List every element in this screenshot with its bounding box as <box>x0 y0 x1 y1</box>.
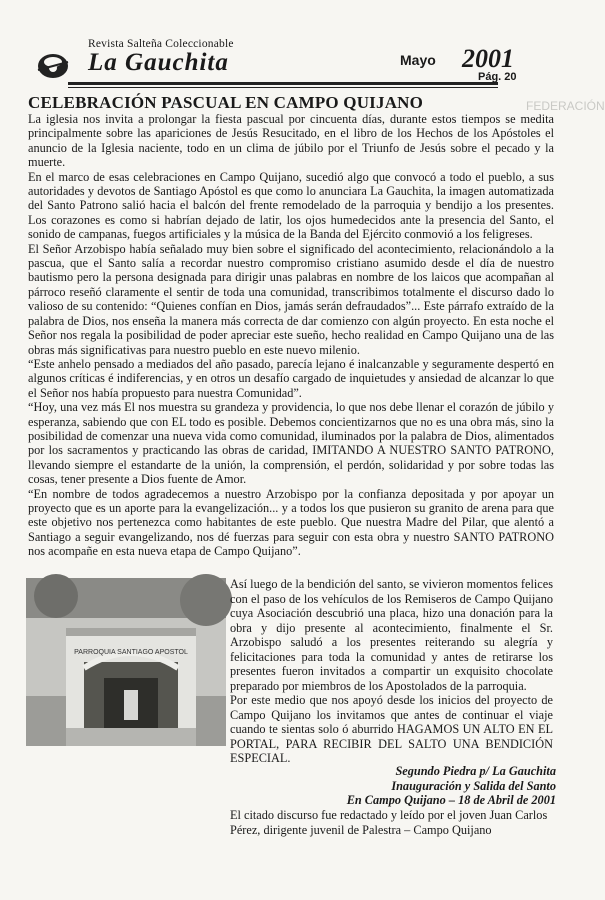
paragraph: La iglesia nos invita a prolongar la fiesta pascual por cincuenta días, durante estos tiempos se medita principalmente sobre las apariciones de Jesús Resucitado, en el libro de los Hechos de los Apóstoles el anuncio de la Iglesia naciente, todo en un clima de júbilo por el Triunfo de Jesús sobre el pecado y la muerte. <box>28 112 554 170</box>
issue-year: 2001 <box>462 44 514 73</box>
masthead-rule <box>68 82 498 85</box>
masthead <box>28 38 573 94</box>
article-footnote: El citado discurso fue redactado y leído por el joven Juan Carlos Pérez, dirigente juvenil de Palestra – Campo Quijano <box>230 808 548 837</box>
paragraph: “En nombre de todos agradecemos a nuestro Arzobispo por la confianza depositada y por apoyar un proyecto que es un aporte para la evangelización... y a todos los que pusieron su granito de arena para que este objetivo nos pertenezca como habitantes de este pueblo. Que nuestra Madre del Pilar, que alentó a Santiago a seguir evangelizando, nos dé fuerzas para seguir con esta obra y nuestro SANTO PATRONO nos acompañe en esta nueva etapa de Campo Quijano”. <box>28 486 554 559</box>
article-signature <box>230 764 556 808</box>
paragraph: Así luego de la bendición del santo, se vivieron momentos felices con el paso de los vehículos de los Remiseros de Campo Quijano cuya Asociación descubrió una placa, hizo una donación para la obra y dijo presente al acontecimiento, finalmente el Sr. Arzobispo saludó a los presentes reiterando su alegría y felicitaciones para toda la comunidad y antes de retirarse los presentes fueron invitados a compartir un exquisito chocolate preparado por miembros de los Apostolados de la parroquia. <box>230 577 553 693</box>
article-side-column <box>230 577 553 766</box>
bleed-through-text: FEDERACIÓN <box>526 99 605 113</box>
magazine-name: La Gauchita <box>88 49 229 76</box>
paragraph: Por este medio que nos apoyó desde los inicios del proyecto de Campo Quijano los invitamos que antes de continuar el viaje cuando te sientas solo ó aburrido HAGAMOS UN ALTO EN EL PORTAL, PARA RECIBIR DEL SALTO UNA BENDICIÓN ESPECIAL. <box>230 693 553 765</box>
church-facade-image <box>26 578 226 746</box>
signature-event: Inauguración y Salida del Santo <box>391 778 556 793</box>
paragraph: “Hoy, una vez más El nos muestra su grandeza y providencia, lo que nos debe llenar el corazón de júbilo y esperanza, sabiendo que con EL todo es posible. Debemos concientizarnos que no es una obra más, sino la posibilidad de comenzar una nueva vida como comunidad, iluminados por la palabra de Dios, alimentados por los sacramentos y practicando las obras de caridad, IMITANDO A NUESTRO SANTO PATRONO, llevando siempre el estandarte de la unión, la comprensión, el perdón, solidaridad y por sobre todas las cosas, tener presente a Dios fuente de Amor. <box>28 400 554 487</box>
article-body <box>28 112 554 559</box>
signature-author: Segundo Piedra p/ La Gauchita <box>395 764 556 778</box>
magazine-subtitle: Revista Salteña Coleccionable <box>88 38 234 50</box>
article-title: CELEBRACIÓN PASCUAL EN CAMPO QUIJANO <box>28 93 424 112</box>
gaucho-emblem-icon <box>36 48 70 82</box>
church-photo <box>26 578 226 746</box>
paragraph: El Señor Arzobispo había señalado muy bien sobre el significado del acontecimiento, relacionándolo a la pascua, que el Santo salía a recordar nuestro compromiso cristiano asumido desde el día de nuestro bautismo pero la persona designada para dirigir unas palabras en nombre de los laicos que acompañan al párroco reseñó claramente el sentir de toda una comunidad, transcribimos totalmente el discurso dado lo valioso de su contenido: “Quienes confían en Dios, jamás serán defraudados”... Este párrafo extraído de la palabra de Dios, nos enseña la manera más correcta de dar comienzo con algún proyecto. En esta noche el Señor nos regala la posibilidad de poder apreciar este sueño, hecho realidad en Campo Quijano una de las obras más significativas para nuestro pueblo en este nuevo milenio. <box>28 241 554 357</box>
signature-date: En Campo Quijano – 18 de Abril de 2001 <box>346 793 556 807</box>
issue-month: Mayo <box>400 52 436 68</box>
page-number: Pág. 20 <box>478 71 517 83</box>
paragraph: En el marco de esas celebraciones en Campo Quijano, sucedió algo que convocó a todo el pueblo, a sus autoridades y devotos de Santiago Apóstol es que como lo anunciara La Gauchita, la imagen automatizada del Santo Patrono salió hacia el balcón del frente remodelado de la parroquia y bendijo a los presentes. Los corazones es como si habrían dejado de latir, los ojos humedecidos ante la presencia del Santo, el sonido de campanas, fuegos artificiales y la música de la Banda del Ejército conmovió a los feligreses. <box>28 169 554 242</box>
photo-sign-text: PARROQUIA SANTIAGO APOSTOL <box>74 649 188 656</box>
masthead-rule-thin <box>68 87 498 88</box>
paragraph: “Este anhelo pensado a mediados del año pasado, parecía lejano é inalcanzable y seguramente despertó en algunos críticas é indiferencias, y en otros un desafío cargado de inquietudes y ansiedad de alcanzar lo que el Señor nos había propuesto para nuestra Comunidad”. <box>28 356 554 400</box>
